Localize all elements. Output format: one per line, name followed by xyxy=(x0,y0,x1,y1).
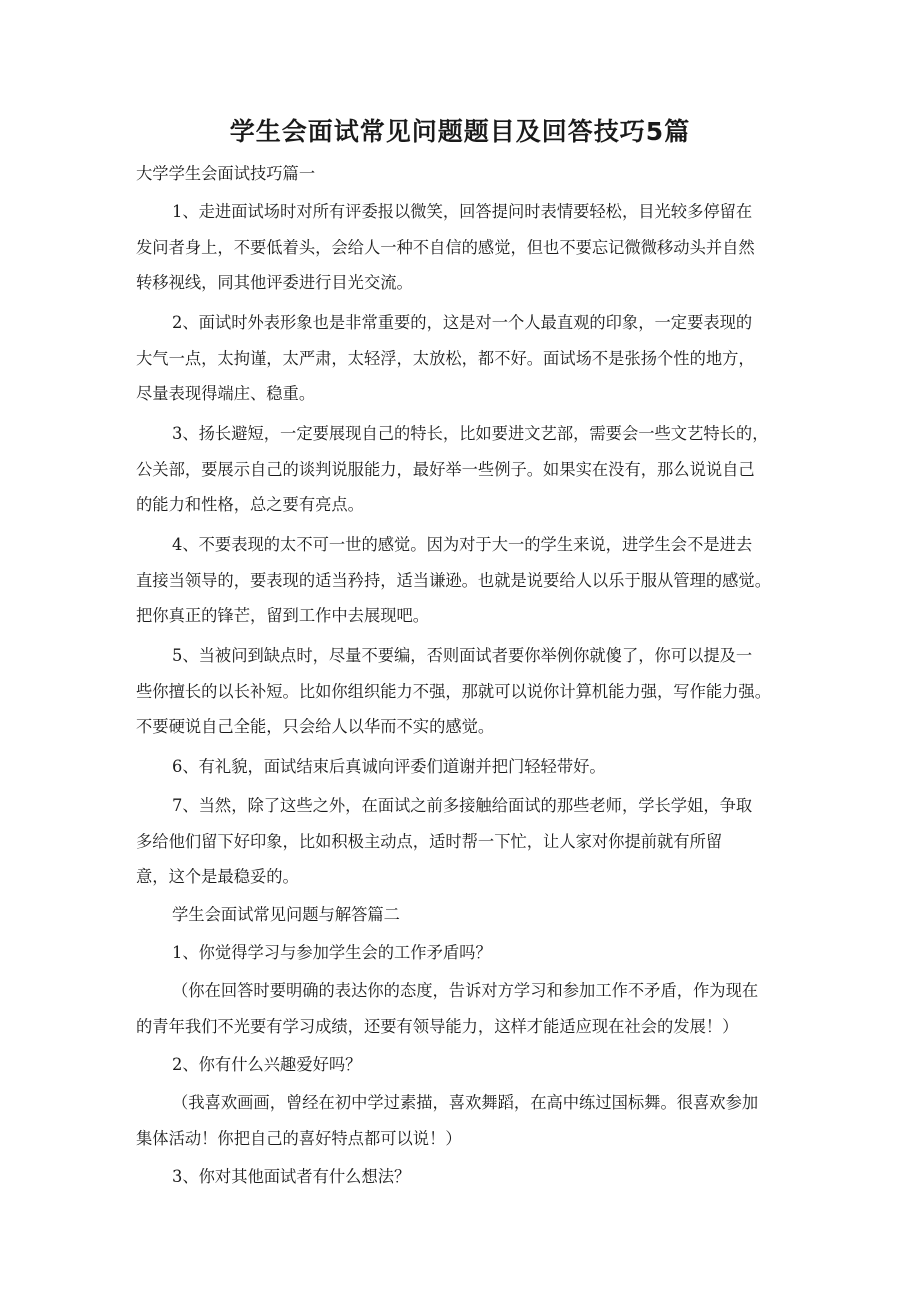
paragraph-line: 不要硬说自己全能，只会给人以华而不实的感觉。 xyxy=(136,717,495,736)
paragraph-line: 6、有礼貌，面试结束后真诚向评委们道谢并把门轻轻带好。 xyxy=(172,757,606,776)
paragraph-line: 些你擅长的以长补短。比如你组织能力不强，那就可以说你计算机能力强，写作能力强。 xyxy=(136,682,771,701)
paragraph-line: 1、你觉得学习与参加学生会的工作矛盾吗？ xyxy=(172,943,492,962)
section-heading: 大学学生会面试技巧篇一 xyxy=(136,164,316,183)
paragraph-line: 大气一点，太拘谨，太严肃，太轻浮，太放松，都不好。面试场不是张扬个性的地方， xyxy=(136,349,755,368)
paragraph-line: 3、你对其他面试者有什么想法？ xyxy=(172,1167,411,1186)
paragraph-line: 2、面试时外表形象也是非常重要的，这是对一个人最直观的印象，一定要表现的 xyxy=(172,313,753,332)
paragraph-line: 1、走进面试场时对所有评委报以微笑，回答提问时表情要轻松，目光较多停留在 xyxy=(172,202,753,221)
paragraph-line: 把你真正的锋芒，留到工作中去展现吧。 xyxy=(136,606,430,625)
paragraph-line: （你在回答时要明确的表达你的态度，告诉对方学习和参加工作不矛盾，作为现在 xyxy=(172,981,759,1000)
paragraph-line: 7、当然，除了这些之外，在面试之前多接触给面试的那些老师，学长学姐，争取 xyxy=(172,796,753,815)
paragraph-line: 直接当领导的，要表现的适当矜持，适当谦逊。也就是说要给人以乐于服从管理的感觉。 xyxy=(136,571,771,590)
paragraph-line: 公关部，要展示自己的谈判说服能力，最好举一些例子。如果实在没有，那么说说自己 xyxy=(136,460,755,479)
paragraph-line: （我喜欢画画，曾经在初中学过素描，喜欢舞蹈，在高中练过国标舞。很喜欢参加 xyxy=(172,1093,759,1112)
paragraph-line: 集体活动！你把自己的喜好特点都可以说！） xyxy=(136,1129,462,1148)
paragraph-line: 的青年我们不光要有学习成绩，还要有领导能力，这样才能适应现在社会的发展！） xyxy=(136,1017,739,1036)
paragraph-line: 3、扬长避短，一定要展现自己的特长，比如要进文艺部，需要会一些文艺特长的， xyxy=(172,424,769,443)
document-title: 学生会面试常见问题题目及回答技巧5篇 xyxy=(229,117,691,146)
paragraph-line: 转移视线，同其他评委进行目光交流。 xyxy=(136,273,413,292)
paragraph-line: 5、当被问到缺点时，尽量不要编，否则面试者要你举例你就傻了，你可以提及一 xyxy=(172,646,753,665)
paragraph-line: 意，这个是最稳妥的。 xyxy=(136,867,299,886)
paragraph-line: 尽量表现得端庄、稳重。 xyxy=(136,384,316,403)
paragraph-line: 4、不要表现的太不可一世的感觉。因为对于大一的学生来说，进学生会不是进去 xyxy=(172,535,753,554)
paragraph-line: 发问者身上，不要低着头，会给人一种不自信的感觉，但也不要忘记微微移动头并自然 xyxy=(136,238,755,257)
paragraph-line: 多给他们留下好印象，比如积极主动点，适时帮一下忙，让人家对你提前就有所留 xyxy=(136,832,723,851)
paragraph-line: 2、你有什么兴趣爱好吗？ xyxy=(172,1055,362,1074)
section-heading: 学生会面试常见问题与解答篇二 xyxy=(172,905,400,924)
paragraph-line: 的能力和性格，总之要有亮点。 xyxy=(136,495,364,514)
